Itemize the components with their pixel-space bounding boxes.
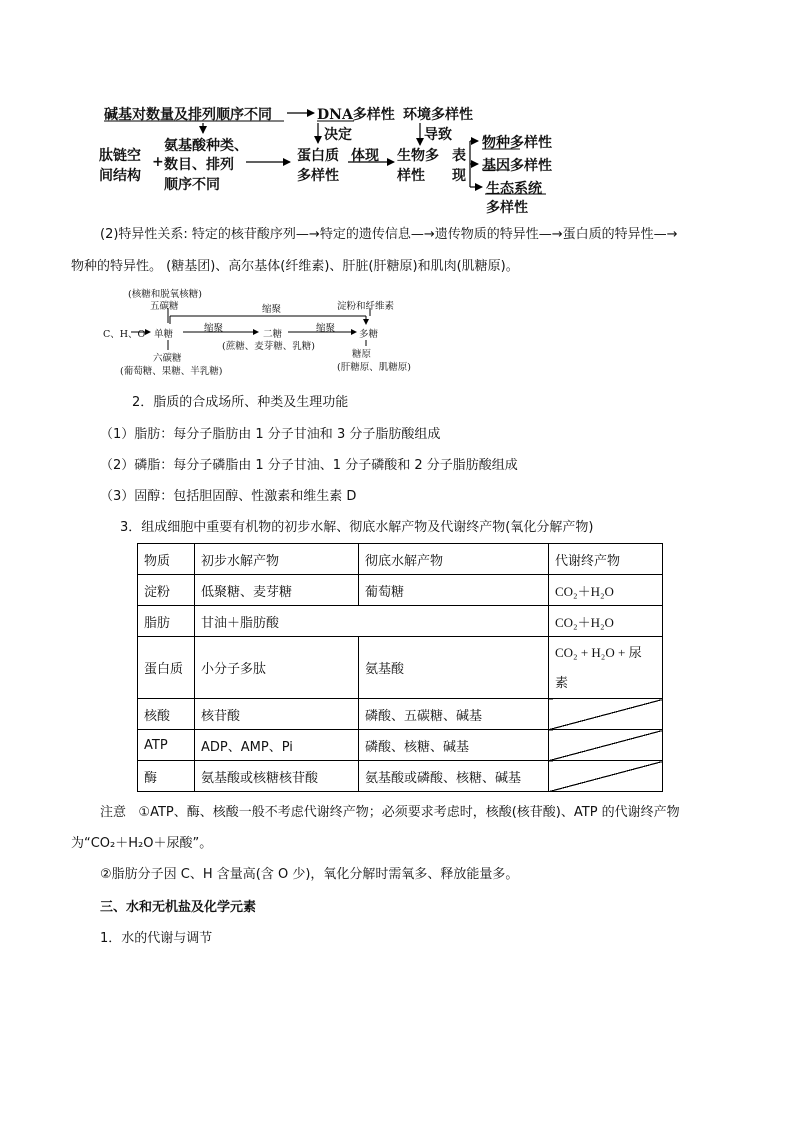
- header-final: 代谢终产物: [549, 544, 663, 575]
- pentose-label: 五碳糖: [150, 301, 179, 312]
- species-diversity: 物种多样性: [482, 135, 552, 151]
- cell-final-line2: 素: [555, 674, 569, 690]
- eco-line2: 多样性: [486, 200, 528, 216]
- cell-substance: 蛋白质: [138, 637, 195, 699]
- starch-cellulose-label: 淀粉和纤维素: [337, 301, 395, 312]
- dna-diversity: DNA多样性: [317, 107, 395, 123]
- cell-substance: ATP: [138, 730, 195, 761]
- header-substance: 物质: [138, 544, 195, 575]
- section3-title: 3．组成细胞中重要有机物的初步水解、彻底水解产物及代谢终产物(氧化分解产物): [120, 520, 594, 535]
- glycogen-label: 糖原: [352, 349, 372, 360]
- table-row: [138, 606, 663, 637]
- nucleic-sugar-label: (核糖和脱氧核糖): [128, 289, 202, 300]
- water-subtitle: 1．水的代谢与调节: [100, 931, 213, 946]
- cho-label: C、H、O: [103, 329, 146, 340]
- plus-sign: +: [152, 154, 164, 170]
- table-header-row: [138, 544, 663, 575]
- polysaccharide: 多糖: [359, 329, 379, 340]
- protein-line1: 蛋白质: [297, 148, 339, 164]
- table-row: [138, 637, 663, 699]
- cell-final-empty: [549, 699, 663, 730]
- table-row: [138, 730, 663, 761]
- amino-line2: 数目、排列: [164, 157, 234, 173]
- lipid-item-sterol: （3）固醇：包括胆固醇、性激素和维生素 D: [100, 489, 357, 504]
- section-water-title: 三、水和无机盐及化学元素: [100, 900, 257, 915]
- header-complete: 彻底水解产物: [359, 544, 549, 575]
- cell-complete: 氨基酸: [359, 637, 549, 699]
- cell-final-empty: [549, 730, 663, 761]
- env-diversity: 环境多样性: [403, 107, 473, 123]
- cell-final: CO₂＋H₂O: [549, 606, 663, 637]
- cell-complete: 磷酸、五碳糖、碱基: [359, 699, 549, 730]
- lipid-item-fat: （1）脂肪：每分子脂肪由 1 分子甘油和 3 分子脂肪酸组成: [100, 427, 441, 442]
- protein-line2: 多样性: [297, 168, 339, 184]
- cell-initial: 小分子多肽: [195, 637, 359, 699]
- glycogen-examples: (肝糖原、肌糖原): [337, 362, 411, 373]
- cell-initial: 低聚糖、麦芽糖: [195, 575, 359, 606]
- show-line2: 现: [452, 168, 466, 184]
- table-row: [138, 699, 663, 730]
- table-row: [138, 761, 663, 792]
- base-order-text: 碱基对数量及排列顺序不同: [104, 107, 272, 123]
- table-row: [138, 575, 663, 606]
- manifest-label: 体现: [351, 148, 379, 164]
- lipid-item-phospholipid: （2）磷脂：每分子磷脂由 1 分子甘油、1 分子磷酸和 2 分子脂肪酸组成: [100, 458, 518, 473]
- gene-diversity: 基因多样性: [482, 158, 552, 174]
- amino-line3: 顺序不同: [164, 177, 220, 193]
- monosaccharide: 单糖: [154, 329, 174, 340]
- disaccharide-examples: (蔗糖、麦芽糖、乳糖): [222, 341, 315, 352]
- cell-complete: 磷酸、核糖、碱基: [359, 730, 549, 761]
- cell-final: CO₂＋H₂O: [549, 575, 663, 606]
- cause-label: 导致: [424, 127, 452, 143]
- condense-mono-di: 缩聚: [204, 323, 224, 334]
- eco-line1: 生态系统: [486, 181, 542, 197]
- cell-final: [549, 637, 663, 699]
- show-line1: 表: [452, 148, 466, 164]
- cell-initial: 核苷酸: [195, 699, 359, 730]
- cell-complete: 氨基酸或磷酸、核糖、碱基: [359, 761, 549, 792]
- disaccharide: 二糖: [263, 329, 283, 340]
- amino-line1: 氨基酸种类、: [164, 138, 248, 154]
- peptide-line2: 间结构: [99, 168, 141, 184]
- cell-initial: 氨基酸或核糖核苷酸: [195, 761, 359, 792]
- section2-title: 2．脂质的合成场所、种类及生理功能: [132, 395, 349, 410]
- condense-top: 缩聚: [262, 304, 282, 315]
- cell-final-empty: [549, 761, 663, 792]
- peptide-line1: 肽链空: [99, 148, 141, 164]
- cell-substance: 酶: [138, 761, 195, 792]
- note-line2: ②脂肪分子因 C、H 含量高(含 O 少)，氧化分解时需氧多、释放能量多。: [100, 867, 519, 882]
- hexose-examples: (葡萄糖、果糖、半乳糖): [120, 366, 223, 377]
- bio-line1: 生物多: [397, 148, 439, 164]
- hydrolysis-table: [137, 543, 663, 792]
- cell-final-line1: CO₂ + H₂O + 尿: [555, 644, 642, 660]
- cell-initial: ADP、AMP、Pi: [195, 730, 359, 761]
- note1-text: ①ATP、酶、核酸一般不考虑代谢终产物；必须要求考虑时，核酸(核苷酸)、ATP 的代谢终产物: [138, 805, 680, 820]
- cell-substance: 淀粉: [138, 575, 195, 606]
- cell-initial: 甘油＋脂肪酸: [195, 606, 549, 637]
- bio-line2: 样性: [397, 168, 425, 184]
- specificity-line1: (2)特异性关系: 特定的核苷酸序列—→特定的遗传信息—→遗传物质的特异性—→蛋白质的特异性—→: [100, 227, 678, 242]
- note-line1-cont: 为“CO₂＋H₂O＋尿酸”。: [71, 836, 213, 851]
- header-initial: 初步水解产物: [195, 544, 359, 575]
- condense-di-poly: 缩聚: [316, 323, 336, 334]
- cell-substance: 核酸: [138, 699, 195, 730]
- note-label: 注意: [100, 805, 127, 820]
- note-line1: [100, 804, 680, 822]
- cell-substance: 脂肪: [138, 606, 195, 637]
- decide-label: 决定: [324, 127, 352, 143]
- hexose-label: 六碳糖: [153, 353, 182, 364]
- cell-complete: 葡萄糖: [359, 575, 549, 606]
- specificity-line2: 物种的特异性。 (糖基团)、高尔基体(纤维素)、肝脏(肝糖原)和肌肉(肌糖原)。: [71, 259, 519, 274]
